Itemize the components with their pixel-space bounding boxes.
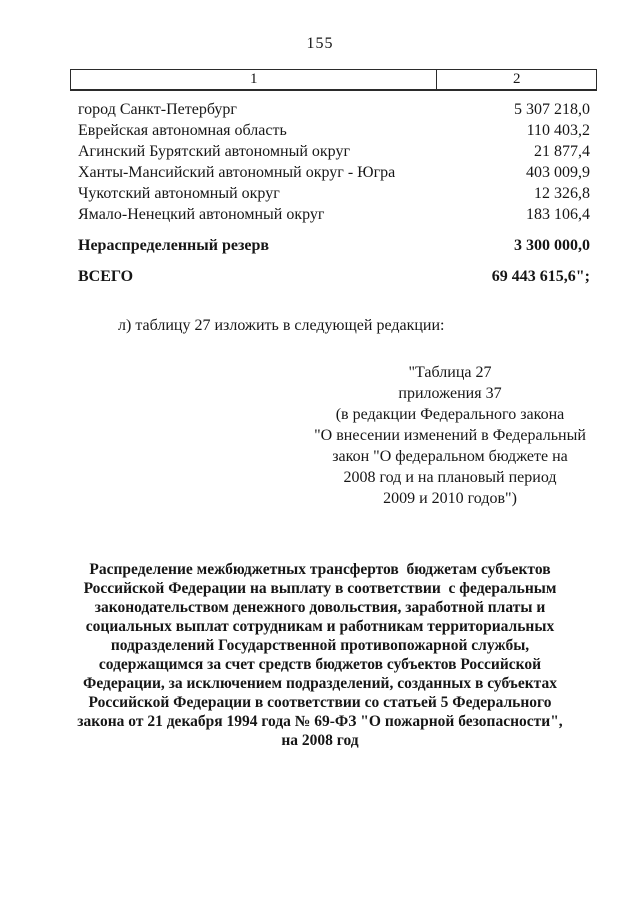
reserve-row [70,235,597,256]
region-name: Чукотский автономный округ [78,185,280,202]
document-title-block [30,560,610,750]
region-amount: 403 009,9 [526,164,590,181]
caption-line: "Таблица 27 [408,364,492,381]
table-row [70,99,597,120]
caption-line: закон "О федеральном бюджете на [332,448,568,465]
title-line: Распределение межбюджетных трансфертов бюджетам субъектов [89,561,551,578]
page-number: 155 [306,35,334,52]
title-line: закона от 21 декабря 1994 года № 69-ФЗ "О пожарной безопасности", [77,713,563,730]
region-amount: 183 106,4 [526,206,590,223]
region-name: Ханты-Мансийский автономный округ - Югра [78,164,396,181]
column-header-1: 1 [71,70,437,89]
caption-line: 2008 год и на плановый период [343,469,557,486]
region-amount: 21 877,4 [534,143,590,160]
title-line: Российской Федерации в соответствии со статьей 5 Федерального [88,694,552,711]
title-line: на 2008 год [281,732,359,749]
table-row [70,183,597,204]
caption-line: 2009 и 2010 годов") [383,490,517,507]
region-name: Еврейская автономная область [78,122,287,139]
title-line: содержащимся за счет средств бюджетов субъектов Российской [98,656,542,673]
budget-table [70,69,597,287]
reserve-label: Нераспределенный резерв [78,237,270,254]
caption-line: "О внесении изменений в Федеральный [314,427,586,444]
table-row [70,120,597,141]
caption-line: приложения 37 [398,385,502,402]
region-name: город Санкт-Петербург [78,101,237,118]
title-line: социальных выплат сотрудникам и работникам территориальных [85,618,555,635]
total-row [70,266,597,287]
title-line: законодательством денежного довольствия, заработной платы и [94,599,546,616]
reserve-amount: 3 300 000,0 [514,237,590,254]
region-amount: 12 326,8 [534,185,590,202]
title-line: Российской Федерации на выплату в соответствии с федеральным [83,580,557,597]
column-header-2: 2 [512,71,521,87]
table-row [70,204,597,225]
region-name: Агинский Бурятский автономный округ [78,143,350,160]
amendment-intro-line: л) таблицу 27 изложить в следующей редакции: [118,317,445,334]
region-name: Ямало-Ненецкий автономный округ [78,206,325,223]
table-header-row [70,69,597,91]
total-amount: 69 443 615,6"; [491,268,590,285]
region-amount: 110 403,2 [526,122,590,139]
table-row [70,141,597,162]
title-line: Федерации, за исключением подразделений, созданных в субъектах [83,675,557,692]
table-caption-block [295,362,605,509]
region-amount: 5 307 218,0 [514,101,590,118]
caption-line: (в редакции Федерального закона [335,406,565,423]
table-body [70,99,597,287]
title-line: подразделений Государственной противопожарной службы, [110,637,530,654]
total-label: ВСЕГО [78,268,134,285]
table-row [70,162,597,183]
